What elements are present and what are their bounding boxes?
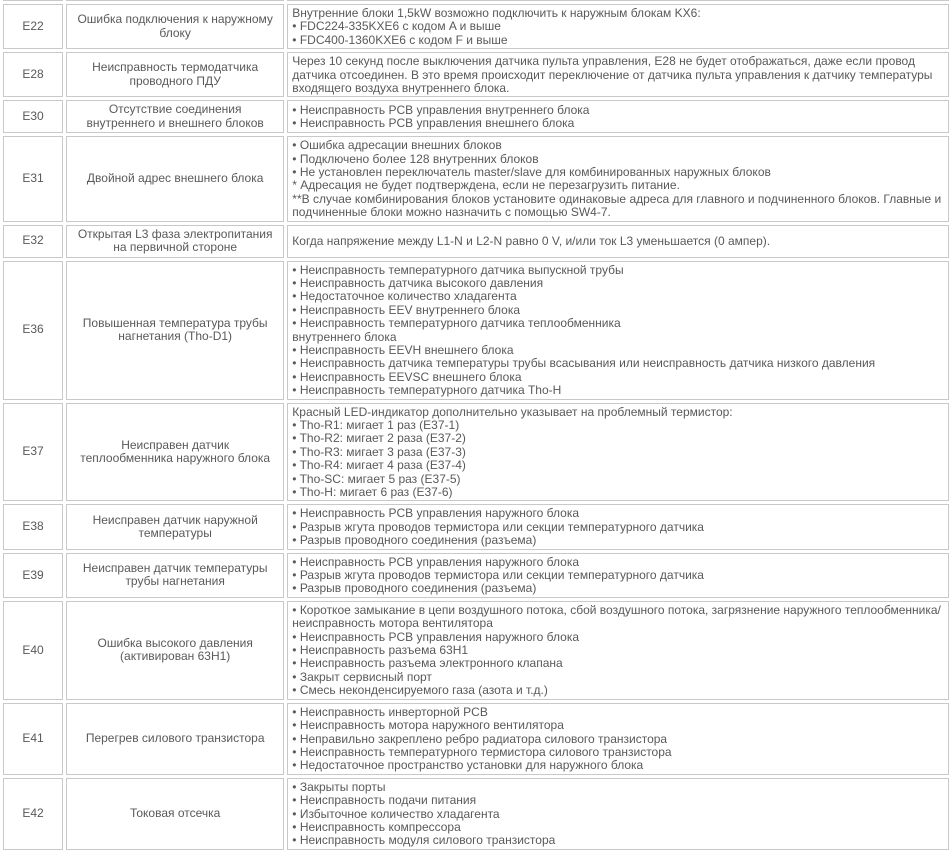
table-row xyxy=(3,4,949,49)
error-code-cell: E38 xyxy=(3,504,63,549)
error-code-cell: E30 xyxy=(3,100,63,133)
description-line: * Адресация не будет подтверждена, если не перезагрузить питание. xyxy=(292,178,680,193)
table-row xyxy=(3,601,949,700)
error-description-cell xyxy=(287,225,949,258)
description-line: • Неисправность PCB управления внешнего блока xyxy=(292,116,575,131)
description-line: • Неисправность PCB управления наружного блока xyxy=(292,554,580,569)
table-row xyxy=(3,553,949,598)
clipped-cell xyxy=(66,0,284,1)
description-line: • Короткое замыкание в цепи воздушного потока, сбой воздушного потока, загрязнение наружного теплообменника/ xyxy=(292,602,941,617)
table-row xyxy=(3,261,949,400)
description-line: • Tho-R3: мигает 3 раза (E37-3) xyxy=(292,444,466,459)
description-line: • Неисправность температурного термистора силового транзистора xyxy=(292,744,672,759)
description-line: • Неисправность инверторной PCB xyxy=(292,704,488,719)
error-title-cell: Неисправен датчик теплообменника наружного блока xyxy=(66,403,284,502)
description-line: • Неисправность температурного датчика теплообменника xyxy=(292,316,621,331)
description-line: • Недостаточное количество хладагента xyxy=(292,289,517,304)
error-code-cell: E22 xyxy=(3,4,63,49)
description-line: входящего воздуха внутреннего блока. xyxy=(292,81,510,96)
error-code-cell: E36 xyxy=(3,261,63,400)
description-line: • Закрыт сервисный порт xyxy=(292,669,432,684)
table-row xyxy=(3,52,949,97)
description-line: • Неисправность компрессора xyxy=(292,819,461,834)
error-code-cell: E32 xyxy=(3,225,63,258)
clipped-cell xyxy=(3,0,63,1)
error-title-cell: Неисправен датчик температуры трубы нагнетания xyxy=(66,553,284,598)
description-line: • Неисправность PCB управления внутреннего блока xyxy=(292,102,590,117)
description-line: • Tho-R4: мигает 4 раза (E37-4) xyxy=(292,458,466,473)
description-line: • Закрыты порты xyxy=(292,779,386,794)
description-line: • Неисправность EEVH внешнего блока xyxy=(292,342,514,357)
description-line: • Недостаточное пространство установки для наружного блока xyxy=(292,758,644,773)
description-line: • Разрыв жгута проводов термистора или секции температурного датчика xyxy=(292,519,704,534)
description-line: • Не установлен переключатель master/slave для комбинированных наружных блоков xyxy=(292,165,771,180)
error-title-cell: Перегрев силового транзистора xyxy=(66,703,284,775)
error-description-cell xyxy=(287,504,949,549)
table-row xyxy=(3,225,949,258)
description-line: Красный LED-индикатор дополнительно указывает на проблемный термистор: xyxy=(292,404,733,419)
clipped-row xyxy=(3,0,949,1)
error-code-cell: E39 xyxy=(3,553,63,598)
error-title-cell: Ошибка подключения к наружному блоку xyxy=(66,4,284,49)
description-line: • Разрыв проводного соединения (разъема) xyxy=(292,581,537,596)
table-row xyxy=(3,100,949,133)
description-line: • Tho-R2: мигает 2 раза (E37-2) xyxy=(292,431,466,446)
description-line: • Смесь неконденсируемого газа (азота и т.д.) xyxy=(292,683,548,698)
clipped-cell xyxy=(287,0,949,1)
error-title-cell: Неисправность термодатчика проводного ПДУ xyxy=(66,52,284,97)
description-line: **В случае комбинирования блоков установите одинаковые адреса для главного и подчиненного блоков. Главные и xyxy=(292,191,942,206)
description-line: • Неисправность модуля силового транзистора xyxy=(292,833,556,848)
table-row xyxy=(3,403,949,502)
error-title-cell: Отсутствие соединения внутреннего и внешнего блоков xyxy=(66,100,284,133)
error-description-cell xyxy=(287,4,949,49)
description-line: подчиненные блоки можно назначить с помощью SW4-7. xyxy=(292,205,611,220)
table-row xyxy=(3,136,949,221)
error-description-cell xyxy=(287,136,949,221)
description-line: • Избыточное количество хладагента xyxy=(292,806,500,821)
error-description-cell xyxy=(287,778,949,850)
description-line: • Неисправность датчика температуры трубы всасывания или неисправность датчика низкого давления xyxy=(292,356,876,371)
description-line: • Неисправность EEV внутреннего блока xyxy=(292,302,521,317)
description-line: • Разрыв проводного соединения (разъема) xyxy=(292,533,537,548)
description-line: • Tho-SC: мигает 5 раз (E37-5) xyxy=(292,471,461,486)
description-line: • Неисправность температурного датчика выпускной трубы xyxy=(292,262,624,277)
description-line: • Неисправность датчика высокого давления xyxy=(292,275,544,290)
description-line: • Неисправность подачи питания xyxy=(292,793,477,808)
error-description-cell xyxy=(287,52,949,97)
error-description-cell xyxy=(287,703,949,775)
description-line: • Неисправность мотора наружного вентилятора xyxy=(292,718,564,733)
error-title-cell: Неисправен датчик наружной температуры xyxy=(66,504,284,549)
description-line: • Tho-R1: мигает 1 раз (E37-1) xyxy=(292,417,460,432)
description-line: Через 10 секунд после выключения датчика пульта управления, E28 не будет отображаться, даже если провод xyxy=(292,54,915,69)
description-line: • Ошибка адресации внешних блоков xyxy=(292,138,502,153)
description-line: Внутренние блоки 1,5kW возможно подключить к наружным блокам KX6: xyxy=(292,6,701,20)
error-description-cell xyxy=(287,601,949,700)
description-line: • Неисправность разъема электронного клапана xyxy=(292,656,563,671)
description-line: • Неисправность PCB управления наружного блока xyxy=(292,629,580,644)
error-title-cell: Ошибка высокого давления (активирован 63H1) xyxy=(66,601,284,700)
error-title-cell: Повышенная температура трубы нагнетания (Tho-D1) xyxy=(66,261,284,400)
description-line: • Неисправность PCB управления наружного блока xyxy=(292,506,580,521)
description-line: неисправность мотора вентилятора xyxy=(292,616,493,631)
description-line: • Неисправность EEVSC внешнего блока xyxy=(292,369,522,384)
error-description-cell xyxy=(287,403,949,502)
error-code-cell: E31 xyxy=(3,136,63,221)
description-line: • FDC400-1360KXE6 с кодом F и выше xyxy=(292,32,508,47)
error-code-cell: E28 xyxy=(3,52,63,97)
description-line: Когда напряжение между L1-N и L2-N равно 0 V, и/или ток L3 уменьшается (0 ампер). xyxy=(292,233,771,248)
table-row xyxy=(3,778,949,850)
description-line: • Неправильно закреплено ребро радиатора силового транзистора xyxy=(292,731,668,746)
error-code-cell: E41 xyxy=(3,703,63,775)
description-line: • FDC224-335KXE6 с кодом A и выше xyxy=(292,19,501,34)
description-line: • Tho-H: мигает 6 раз (E37-6) xyxy=(292,485,453,499)
description-line: внутреннего блока xyxy=(292,329,397,344)
error-code-cell: E42 xyxy=(3,778,63,850)
error-title-cell: Токовая отсечка xyxy=(66,778,284,850)
error-description-cell xyxy=(287,100,949,133)
error-code-cell: E40 xyxy=(3,601,63,700)
description-line: датчика отсоединен. В это время происходит переключение от датчика пульта управления к датчику температуры xyxy=(292,67,933,82)
error-title-cell: Открытая L3 фаза электропитания на первичной стороне xyxy=(66,225,284,258)
description-line: • Подключено более 128 внутренних блоков xyxy=(292,151,539,166)
error-title-cell: Двойной адрес внешнего блока xyxy=(66,136,284,221)
description-line: • Неисправность температурного датчика Tho-H xyxy=(292,383,562,398)
table-row xyxy=(3,504,949,549)
description-line: • Разрыв жгута проводов термистора или секции температурного датчика xyxy=(292,568,704,583)
error-code-cell: E37 xyxy=(3,403,63,502)
error-description-cell xyxy=(287,261,949,400)
description-line: • Неисправность разъема 63H1 xyxy=(292,643,469,658)
table-row xyxy=(3,703,949,775)
error-description-cell xyxy=(287,553,949,598)
